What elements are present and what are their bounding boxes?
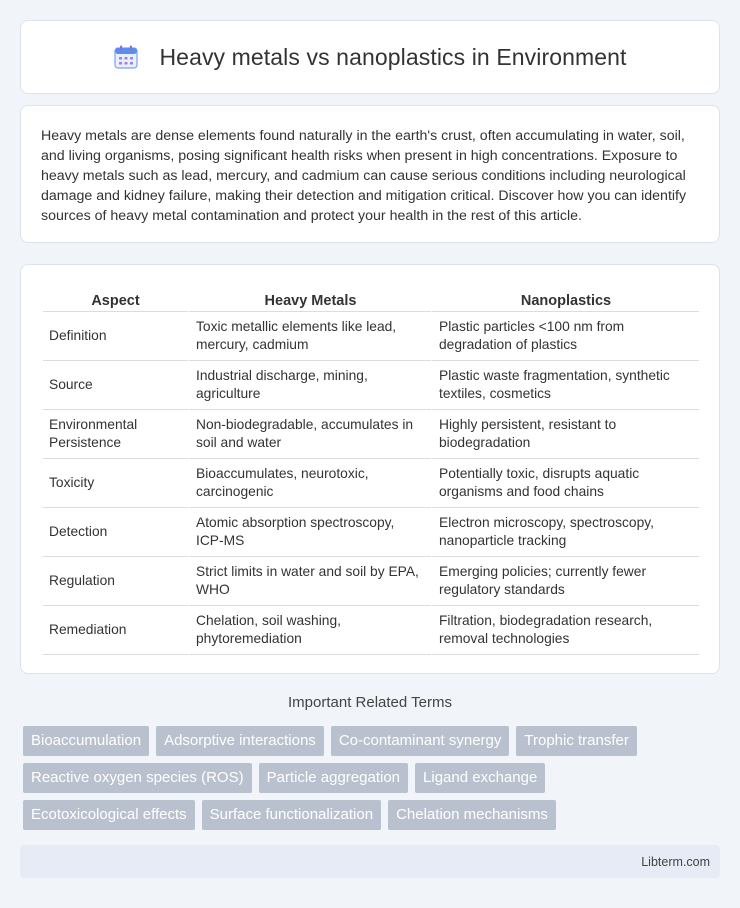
table-row: [43, 606, 699, 655]
calendar-icon: [113, 44, 139, 70]
header-nanoplastics: Nanoplastics: [431, 285, 699, 312]
related-term-tag[interactable]: Bioaccumulation: [23, 726, 149, 756]
cell-heavy-metals: Strict limits in water and soil by EPA, WHO: [188, 557, 431, 606]
related-term-tag[interactable]: Ligand exchange: [415, 763, 545, 793]
header: [113, 44, 626, 71]
cell-aspect: Environmental Persistence: [43, 410, 188, 459]
related-term-tag[interactable]: Chelation mechanisms: [388, 800, 556, 830]
related-terms-title: Important Related Terms: [288, 694, 452, 711]
cell-nanoplastics: Potentially toxic, disrupts aquatic organisms and food chains: [431, 459, 699, 508]
cell-heavy-metals: Bioaccumulates, neurotoxic, carcinogenic: [188, 459, 431, 508]
cell-heavy-metals: Non-biodegradable, accumulates in soil and water: [188, 410, 431, 459]
cell-nanoplastics: Plastic particles <100 nm from degradation of plastics: [431, 312, 699, 361]
cell-heavy-metals: Atomic absorption spectroscopy, ICP-MS: [188, 508, 431, 557]
cell-aspect: Source: [43, 361, 188, 410]
cell-aspect: Regulation: [43, 557, 188, 606]
footer: [20, 845, 720, 878]
related-term-tag[interactable]: Reactive oxygen species (ROS): [23, 763, 252, 793]
table-row: [43, 508, 699, 557]
comparison-table: [43, 285, 699, 655]
related-term-tag[interactable]: Trophic transfer: [516, 726, 636, 756]
cell-aspect: Detection: [43, 508, 188, 557]
cell-nanoplastics: Emerging policies; currently fewer regulatory standards: [431, 557, 699, 606]
table-header-row: [43, 285, 699, 312]
header-heavy-metals: Heavy Metals: [188, 285, 431, 312]
cell-aspect: Definition: [43, 312, 188, 361]
related-term-tag[interactable]: Particle aggregation: [259, 763, 408, 793]
cell-nanoplastics: Plastic waste fragmentation, synthetic textiles, cosmetics: [431, 361, 699, 410]
header-aspect: Aspect: [43, 285, 188, 312]
cell-heavy-metals: Chelation, soil washing, phytoremediation: [188, 606, 431, 655]
header-card: [20, 20, 720, 94]
table-row: [43, 410, 699, 459]
footer-site-link[interactable]: Libterm.com: [641, 854, 710, 869]
intro-card: [20, 105, 720, 243]
cell-heavy-metals: Toxic metallic elements like lead, mercury, cadmium: [188, 312, 431, 361]
comparison-card: [20, 264, 720, 674]
intro-paragraph: Heavy metals are dense elements found naturally in the earth's crust, often accumulating in water, soil, and living organisms, posing significant health risks when present in high concentrations. Exposure to heavy metals such as lead, mercury, and cadmium can cause serious conditions including neurological damage and kidney failure, making their detection and mitigation critical. Discover how you can identify sources of heavy metal contamination and protect your health in the rest of this article.: [41, 128, 687, 224]
related-terms-list: [23, 726, 713, 830]
cell-nanoplastics: Electron microscopy, spectroscopy, nanoparticle tracking: [431, 508, 699, 557]
related-term-tag[interactable]: Adsorptive interactions: [156, 726, 324, 756]
table-row: [43, 557, 699, 606]
cell-aspect: Remediation: [43, 606, 188, 655]
table-row: [43, 459, 699, 508]
cell-nanoplastics: Filtration, biodegradation research, removal technologies: [431, 606, 699, 655]
cell-heavy-metals: Industrial discharge, mining, agriculture: [188, 361, 431, 410]
related-term-tag[interactable]: Surface functionalization: [202, 800, 381, 830]
table-row: [43, 312, 699, 361]
table-row: [43, 361, 699, 410]
page-title: Heavy metals vs nanoplastics in Environment: [159, 43, 627, 70]
related-term-tag[interactable]: Co-contaminant synergy: [331, 726, 510, 756]
cell-aspect: Toxicity: [43, 459, 188, 508]
related-term-tag[interactable]: Ecotoxicological effects: [23, 800, 195, 830]
cell-nanoplastics: Highly persistent, resistant to biodegradation: [431, 410, 699, 459]
